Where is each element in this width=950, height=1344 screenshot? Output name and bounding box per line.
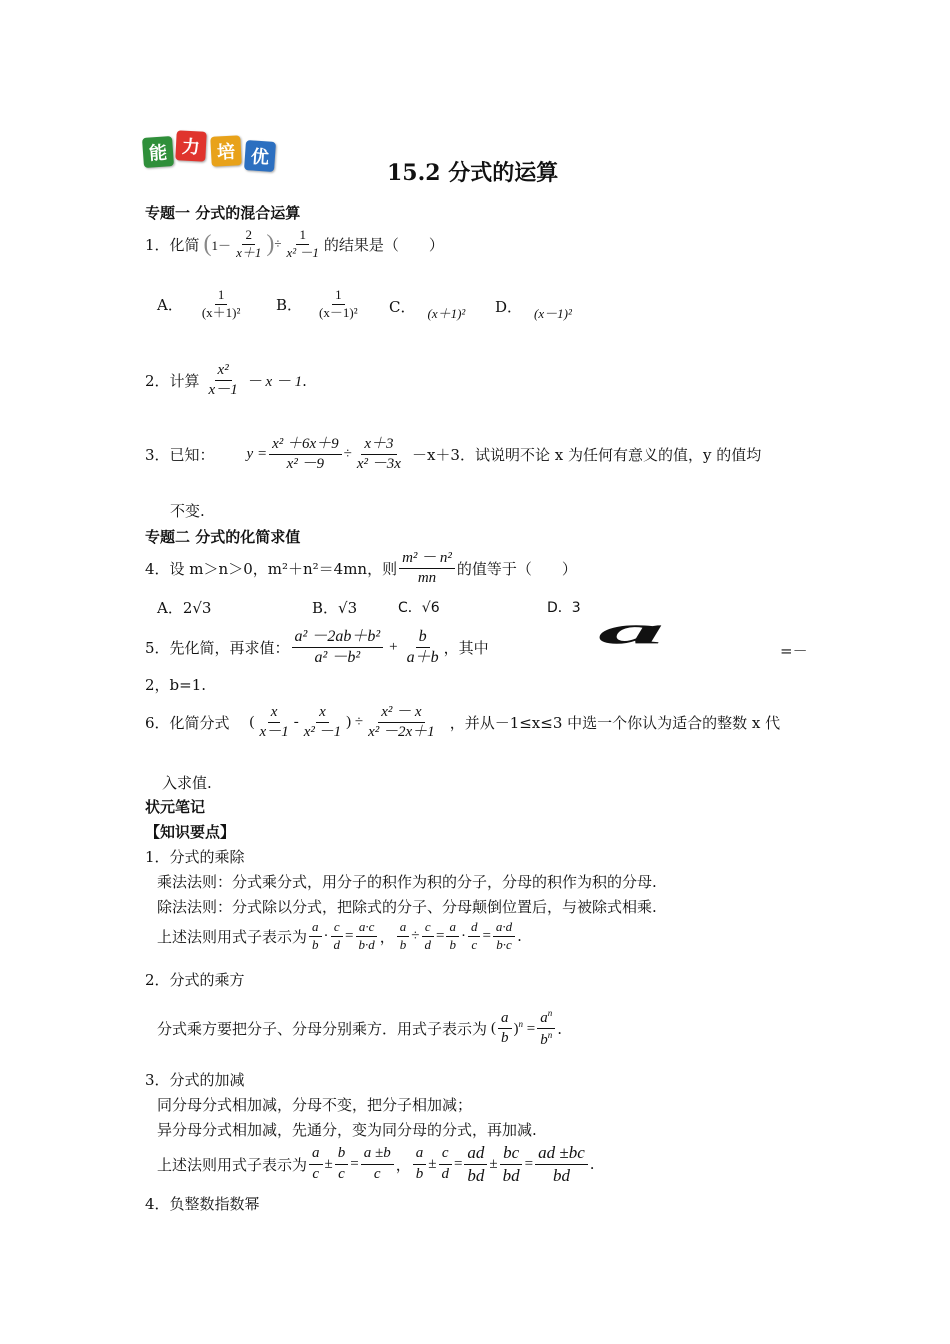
k2-title: 2．分式的乘方 — [145, 971, 245, 989]
k3-line2: 异分母分式相加减，先通分，变为同分母的分式，再加减. — [157, 1121, 537, 1139]
logo-tile-4: 优 — [244, 140, 276, 172]
logo-tile-2: 力 — [175, 130, 207, 162]
topic2-heading: 专题二 分式的化简求值 — [145, 528, 301, 546]
page-title: 15.2 分式的运算 — [387, 160, 559, 186]
q3-line2: 不变. — [170, 502, 205, 520]
q1-suffix: 的结果是（ ） — [323, 235, 444, 254]
k1-formula: 上述法则用式子表示为 $\frac{a}{b}$ · $\frac{c}{d}$ = $\frac{a\cdot c}{b\cdot d}$ ， $\frac{a}{b}$ ÷ $\frac{c}{d}$ = $\frac{a}{b}$ · $\frac{d}{c}$ = $\frac{a\cdot d}{b\cdot c}$ . — [157, 919, 522, 952]
question-4: 4．设 m＞n＞0，m²＋n²＝4mn，则 $\frac{\text{m² － n²}}{mn}$ 的值等于（ ） — [145, 550, 577, 587]
q5-line2: 2，b=1. — [145, 676, 207, 694]
q1-div: ÷ — [274, 236, 282, 252]
logo-tile-3: 培 — [210, 135, 242, 167]
q1-option-b: B． $\frac{1}{\text{(x－1)²}}$ — [276, 287, 358, 320]
k4-title: 4．负整数指数幂 — [145, 1195, 260, 1213]
q1-paren-open: ( — [203, 230, 212, 257]
q1-option-d: D． (x－1)² — [495, 298, 572, 321]
question-1 — [145, 228, 444, 261]
q1-frac1: $\frac{2}{x+1}$ — [236, 227, 262, 260]
logo-tile-1: 能 — [142, 136, 174, 168]
k1-line1: 乘法法则：分式乘分式，用分子的积作为积的分子，分母的积作为积的分母. — [157, 873, 657, 891]
k3-title: 3．分式的加减 — [145, 1071, 245, 1089]
topic1-heading: 专题一 分式的混合运算 — [145, 204, 301, 222]
question-6: 6．化简分式 ( $\frac{x}{x-1}$ - $\frac{x}{\text{x² －1}}$ ) ÷ $\frac{\text{x² － x}}{\text{x² －2x＋1}}$ ，并从－1≤x≤3 中选一个你认为适合的整数 x 代 — [145, 704, 781, 741]
k3-line1: 同分母分式相加减，分母不变，把分子相加减； — [157, 1096, 473, 1114]
question-3: 3．已知： y = $\frac{\text{x² ＋6x＋9}}{\text{x² －9}}$ ÷ $\frac{x+3}{\text{x² －3x}}$ －x＋3．试说明不论 x 为任何有意义的值，y 的值均 — [145, 436, 762, 473]
q1-paren-close: ) — [266, 230, 275, 257]
notes-title: 状元笔记 — [145, 798, 206, 816]
q1-one-minus: 1－ — [211, 237, 232, 253]
q4-option-c: C．√6 — [398, 600, 440, 616]
q5-eq: =－ — [780, 642, 808, 660]
question-2: 2．计算 $\frac{\text{x²}}{x-1}$ － x － 1 . — [145, 362, 307, 399]
q4-option-d: D．3 — [547, 600, 581, 616]
k1-title: 1．分式的乘除 — [145, 848, 245, 866]
knowledge-heading: 【知识要点】 — [145, 823, 236, 841]
q1-option-a: A． $\frac{1}{\text{(x＋1)²}}$ — [157, 287, 241, 320]
q4-option-b: B．√3 — [312, 599, 358, 617]
k1-line2: 除法法则：分式除以分式，把除式的分子、分母颠倒位置后，与被除式相乘. — [157, 898, 657, 916]
k2-formula: 分式乘方要把分子、分母分别乘方．用式子表示为 ( $\frac{a}{b}$ )$^n$ = $\frac{a^n}{b^n}$ . — [157, 1008, 563, 1049]
logo — [143, 127, 278, 177]
q1-prefix: 1．化简 — [145, 235, 200, 254]
q4-option-a: A．2√3 — [157, 599, 212, 617]
q1-option-c: C． (x＋1)² — [389, 298, 466, 321]
question-5: 5．先化简，再求值： $\frac{\text{a² －2ab＋b²}}{\text{a² －b²}}$ + $\frac{b}{a+b}$ ，其中 — [145, 628, 489, 667]
q6-line2: 入求值. — [162, 774, 212, 792]
alpha-glyph-image: a — [598, 609, 665, 653]
q1-frac2: $\frac{1}{\text{x² －1}}$ — [286, 227, 319, 260]
k3-formula: 上述法则用式子表示为 $\frac{a}{c}$ ± $\frac{b}{c}$ = $\frac{a \pm b}{c}$ ， $\frac{a}{b}$ ± $\frac{c}{d}$ = $\frac{ad}{bd}$ ± $\frac{bc}{bd}$ = $\frac{ad \pm bc}{bd}$ . — [157, 1143, 595, 1185]
